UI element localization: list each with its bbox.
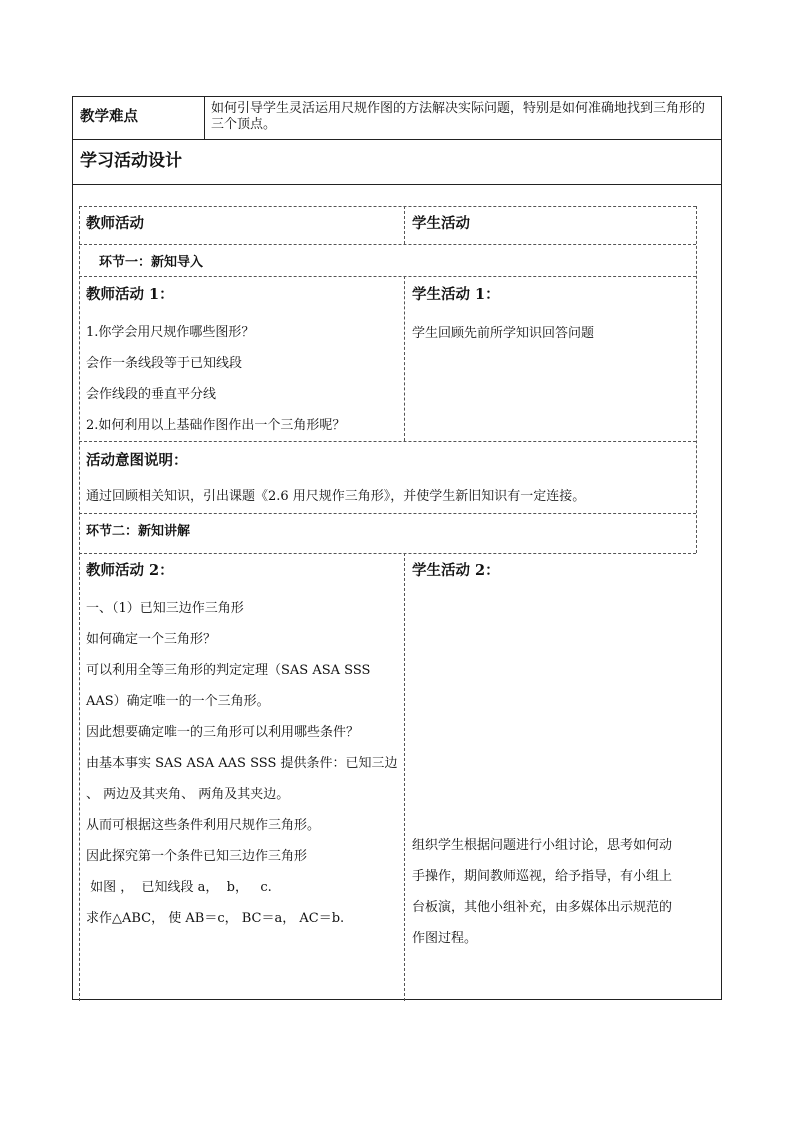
text-line: 如图 ， 已知线段 a， b， c. bbox=[86, 880, 272, 895]
text-line: 会作一条线段等于已知线段 bbox=[86, 356, 243, 371]
student-column-header: 学生活动 bbox=[412, 215, 470, 232]
text-line: 台板演，其他小组补充，由多媒体出示规范的 bbox=[412, 900, 673, 915]
dashed-line bbox=[79, 206, 696, 207]
column-divider bbox=[204, 97, 205, 139]
difficulty-label: 教学难点 bbox=[80, 108, 138, 125]
dashed-line bbox=[79, 441, 696, 442]
difficulty-text: 如何引导学生灵活运用尺规作图的方法解决实际问题，特别是如何准确地找到三角形的三个顶点。 bbox=[211, 101, 706, 132]
dashed-line bbox=[696, 206, 697, 553]
student-activity-1-label: 学生活动 1： bbox=[412, 286, 500, 303]
intent-text: 通过回顾相关知识，引出课题《2.6 用尺规作三角形》，并使学生新旧知识有一定连接。 bbox=[86, 489, 586, 504]
text-line: 因此探究第一个条件已知三边作三角形 bbox=[86, 849, 308, 864]
teacher-activity-1-label: 教师活动 1： bbox=[86, 286, 174, 303]
student-activity-2-label: 学生活动 2： bbox=[412, 562, 500, 579]
teacher-activity-2-label: 教师活动 2： bbox=[86, 562, 174, 579]
text-line: 作图过程。 bbox=[412, 931, 478, 946]
student-activity-2-text bbox=[412, 830, 672, 954]
student-activity-1-text: 学生回顾先前所学知识回答问题 bbox=[412, 326, 595, 341]
dashed-line bbox=[79, 513, 696, 514]
stage1-title: 环节一：新知导入 bbox=[99, 255, 204, 270]
text-line: 手操作，期间教师巡视，给予指导，有小组上 bbox=[412, 869, 673, 884]
row-divider bbox=[73, 184, 721, 185]
text-line: 从而可根据这些条件利用尺规作三角形。 bbox=[86, 818, 321, 833]
stage2-title: 环节二：新知讲解 bbox=[86, 524, 191, 539]
row-divider bbox=[73, 139, 721, 140]
text-line: AAS）确定唯一的一个三角形。 bbox=[86, 694, 270, 709]
lesson-plan-table bbox=[72, 96, 722, 1000]
text-line: 因此想要确定唯一的三角形可以利用哪些条件？ bbox=[86, 725, 360, 740]
teacher-activity-1-text bbox=[86, 317, 345, 441]
text-line: 2.如何利用以上基础作图作出一个三角形呢？ bbox=[86, 418, 346, 433]
dashed-line bbox=[79, 244, 696, 245]
section-title: 学习活动设计 bbox=[80, 151, 182, 171]
dashed-line bbox=[79, 553, 696, 554]
dashed-line bbox=[79, 206, 80, 1001]
text-line: 1.你学会用尺规作哪些图形？ bbox=[86, 325, 255, 340]
intent-label: 活动意图说明： bbox=[86, 452, 188, 469]
text-line: 组织学生根据问题进行小组讨论，思考如何动 bbox=[412, 838, 673, 853]
dashed-line bbox=[404, 553, 405, 1001]
text-line: 可以利用全等三角形的判定定理（SAS ASA SSS bbox=[86, 663, 371, 678]
text-line: 一、（1）已知三边作三角形 bbox=[86, 601, 244, 616]
text-line: 、 两边及其夹角、 两角及其夹边。 bbox=[86, 787, 290, 802]
teacher-column-header: 教师活动 bbox=[86, 215, 144, 232]
text-line: 如何确定一个三角形？ bbox=[86, 632, 217, 647]
text-line: 求作△ABC， 使 AB＝c， BC＝a， AC＝b. bbox=[86, 911, 345, 926]
teacher-activity-2-text bbox=[86, 593, 398, 934]
dashed-line bbox=[404, 206, 405, 244]
dashed-line bbox=[79, 276, 696, 277]
dashed-line bbox=[404, 276, 405, 441]
text-line: 会作线段的垂直平分线 bbox=[86, 387, 217, 402]
text-line: 由基本事实 SAS ASA AAS SSS 提供条件：已知三边 bbox=[86, 756, 398, 771]
